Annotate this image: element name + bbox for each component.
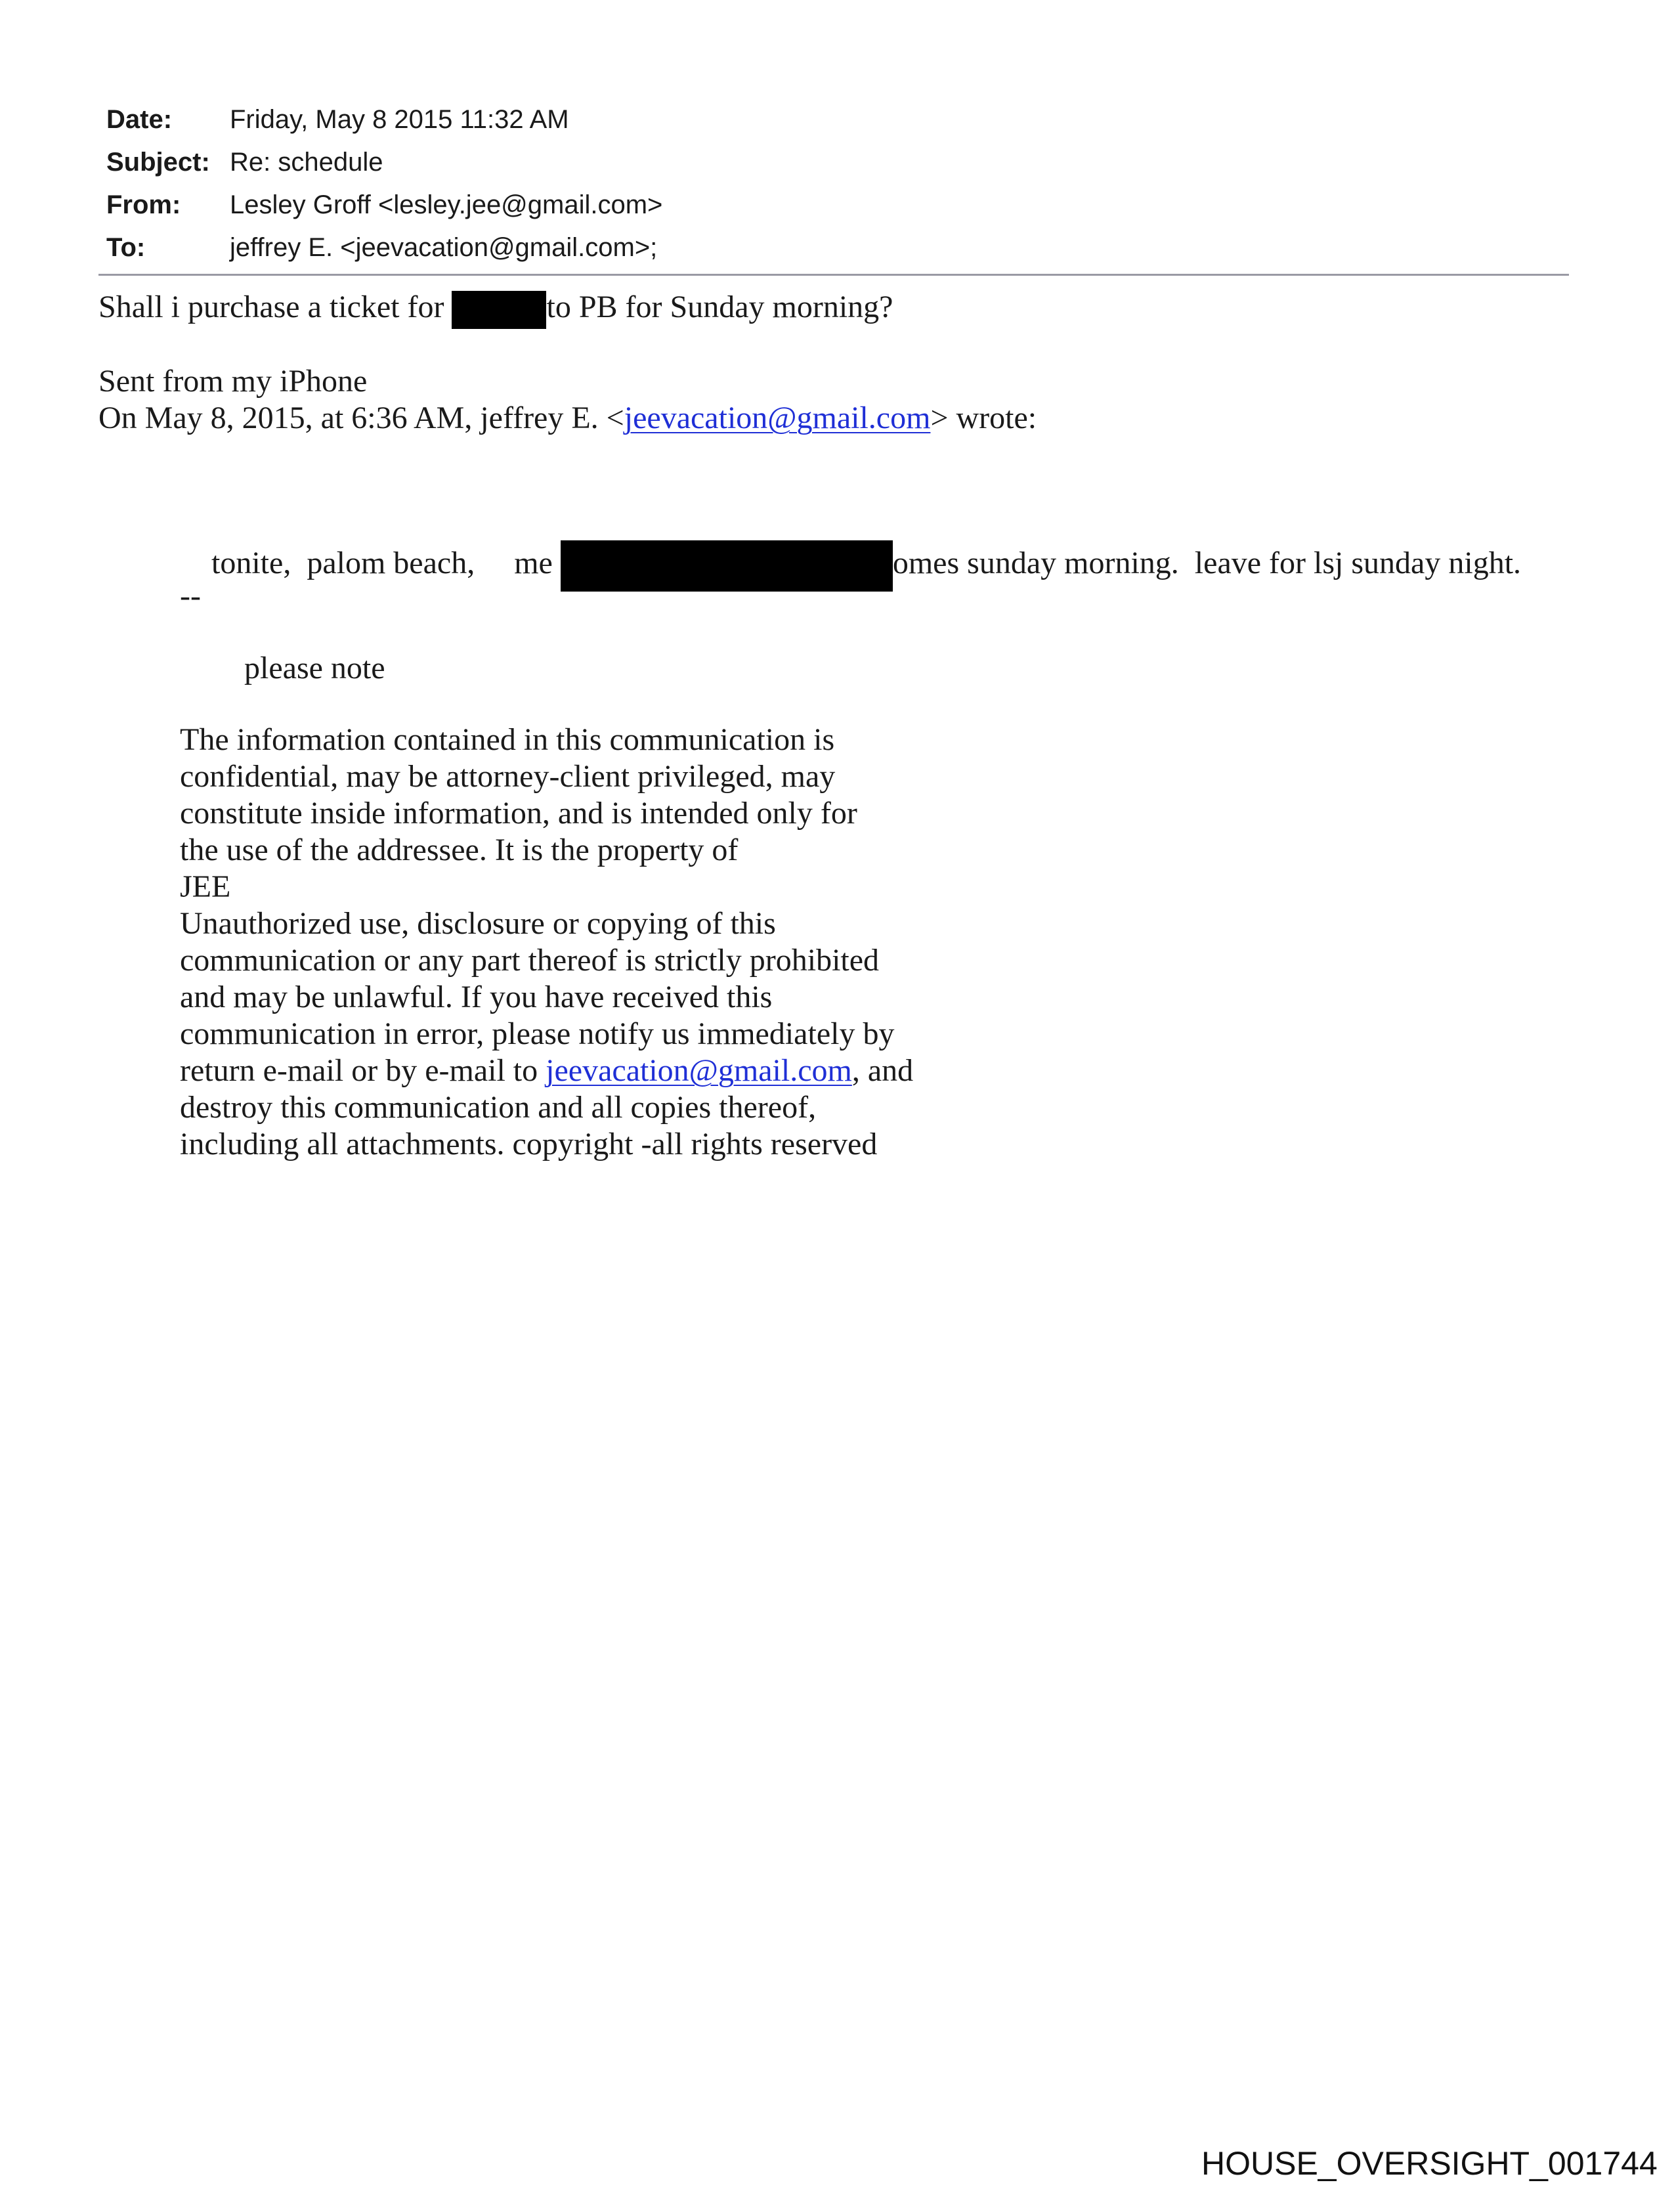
notice-line: communication in error, please notify us immediately by [180, 1016, 895, 1051]
redaction-box [452, 291, 546, 329]
to-label: To: [106, 233, 146, 262]
notice-line: Unauthorized use, disclosure or copying of this [180, 906, 776, 941]
notice-email-before: return e-mail or by e-mail to [180, 1053, 546, 1088]
quoted-line-part2: omes sunday morning. leave for lsj sunday night. [892, 546, 1522, 581]
quote-intro [98, 400, 1037, 436]
reply-signature: Sent from my iPhone [98, 364, 368, 399]
quoted-message-line [180, 504, 1521, 628]
notice-line: and may be unlawful. If you have received this [180, 980, 773, 1014]
notice-line: including all attachments. copyright -all rights reserved [180, 1127, 878, 1161]
notice-line: communication or any part thereof is strictly prohibited [180, 943, 880, 978]
notice-line: confidential, may be attorney-client privileged, may [180, 759, 836, 794]
redaction-box-large [561, 540, 893, 592]
date-value: Friday, May 8 2015 11:32 AM [230, 105, 569, 134]
reply-text-after: to PB for Sunday morning? [546, 290, 893, 324]
to-value: jeffrey E. <jeevacation@gmail.com>; [230, 233, 658, 262]
please-note-heading: please note [244, 651, 385, 685]
quote-intro-before: On May 8, 2015, at 6:36 AM, jeffrey E. < [98, 401, 624, 435]
notice-line: destroy this communication and all copies thereof, [180, 1090, 817, 1125]
date-label: Date: [106, 105, 173, 134]
header-divider [98, 274, 1569, 276]
notice-email-link[interactable]: jeevacation@gmail.com [546, 1053, 852, 1088]
notice-email-after: , and [851, 1053, 914, 1088]
reply-text-before: Shall i purchase a ticket for [98, 290, 452, 324]
from-label: From: [106, 190, 181, 219]
notice-line: JEE [180, 869, 231, 904]
notice-line: the use of the addressee. It is the property of [180, 833, 739, 867]
from-value: Lesley Groff <lesley.jee@gmail.com> [230, 190, 663, 219]
confidentiality-notice [180, 722, 913, 1163]
notice-line: The information contained in this communication is [180, 722, 835, 757]
notice-line-email [180, 1052, 913, 1089]
subject-value: Re: schedule [230, 148, 383, 177]
notice-line: constitute inside information, and is intended only for [180, 796, 857, 831]
quoted-line-part1: tonite, palom beach, me [211, 546, 561, 581]
quote-intro-email-link[interactable]: jeevacation@gmail.com [624, 401, 931, 435]
reply-question [98, 289, 893, 329]
subject-label: Subject: [106, 148, 210, 177]
quote-intro-after: > wrote: [930, 401, 1037, 435]
signature-separator: -- [180, 578, 201, 613]
document-id: HOUSE_OVERSIGHT_001744 [1201, 2145, 1658, 2182]
